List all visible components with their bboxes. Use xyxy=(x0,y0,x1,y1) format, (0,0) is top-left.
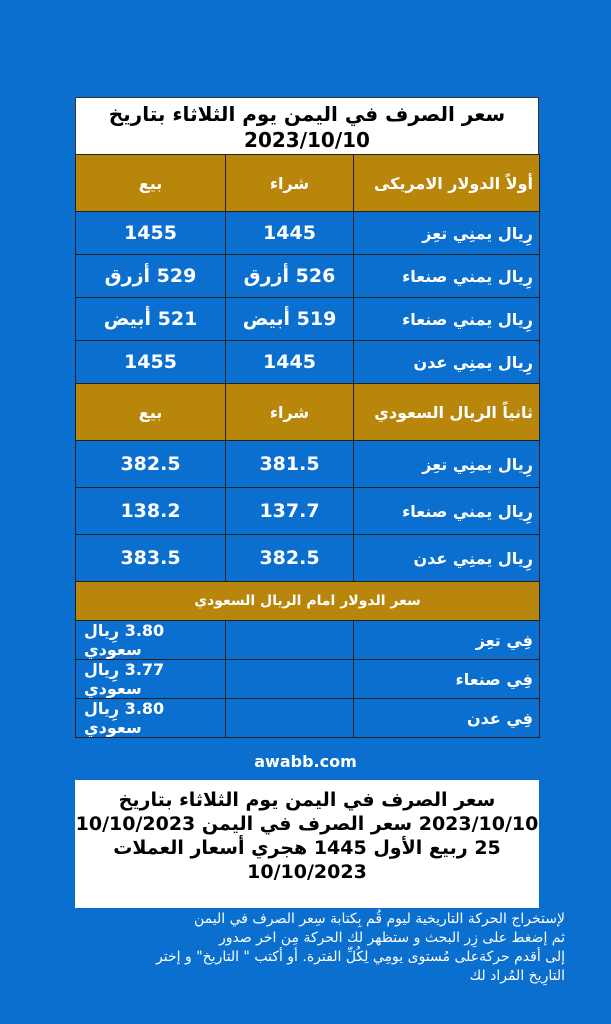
page-title xyxy=(75,97,539,155)
buy-value: 381.5 xyxy=(226,441,354,488)
sell-value: 1455 xyxy=(76,212,226,255)
sell-value: 521 أبيض xyxy=(76,298,226,341)
ratio-city: فِي تعِز xyxy=(354,621,540,660)
rates-table xyxy=(75,154,540,738)
bottom-line-2: 2023/10/10 سعر الصرف في اليمن 10/10/2023 xyxy=(75,813,539,835)
row-label: رِيال يمنِي تعِز xyxy=(354,441,540,488)
buy-value: 519 أبيض xyxy=(226,298,354,341)
table-row xyxy=(76,212,540,255)
note-line-1: لإستخراج الحركة التاريخية ليوم قُم بِكتابة سِعر الصرف في اليمن xyxy=(194,911,565,927)
bottom-line-3: 25 ربيع الأول 1445 هجري أسعار العملات xyxy=(113,837,501,859)
sar-header-label: ثانياً الريال السعودي xyxy=(354,384,540,441)
row-label: رِيال يمني صنعاء xyxy=(354,255,540,298)
buy-value: 382.5 xyxy=(226,535,354,582)
table-row xyxy=(76,488,540,535)
table-row xyxy=(76,255,540,298)
sell-value: 382.5 xyxy=(76,441,226,488)
title-date: 2023/10/10 xyxy=(244,128,370,152)
title-line-1: سعر الصرف في اليمن يوم الثلاثاء بتاريخ xyxy=(108,102,506,126)
sar-sell-header: بيع xyxy=(76,384,226,441)
note-line-3: إلى أقدم حركةعلى مُستوى يومِي لِكُلِّ الفترة. أو أكتب " التاريخ" و إختر xyxy=(156,949,565,965)
buy-value: 1445 xyxy=(226,341,354,384)
ratio-value: 3.80 رِيال سعودي xyxy=(76,699,226,738)
empty-cell xyxy=(226,660,354,699)
ratio-value: 3.80 رِيال سعودي xyxy=(76,621,226,660)
instructions-note xyxy=(40,910,565,986)
table-row xyxy=(76,341,540,384)
sell-value: 383.5 xyxy=(76,535,226,582)
buy-value: 137.7 xyxy=(226,488,354,535)
table-row xyxy=(76,660,540,699)
bottom-title-box xyxy=(75,780,539,908)
usd-buy-header: شراء xyxy=(226,155,354,212)
row-label: رِيال يمنِي عدن xyxy=(354,535,540,582)
row-label: رِيال يمني صنعاء xyxy=(354,298,540,341)
ratio-header-row xyxy=(76,582,540,621)
bottom-line-4: 10/10/2023 xyxy=(247,861,367,883)
row-label: رِيال يمنِي عدن xyxy=(354,341,540,384)
sell-value: 1455 xyxy=(76,341,226,384)
sar-buy-header: شراء xyxy=(226,384,354,441)
row-label: رِيال يمنِي تعِز xyxy=(354,212,540,255)
note-line-2: ثم إضغط على زِر البحث و ستظهر لك الحركة مِن اخر صدور xyxy=(218,930,565,946)
usd-sell-header: بيع xyxy=(76,155,226,212)
ratio-city: فِي عدن xyxy=(354,699,540,738)
buy-value: 526 أزرق xyxy=(226,255,354,298)
usd-header-row xyxy=(76,155,540,212)
empty-cell xyxy=(226,699,354,738)
buy-value: 1445 xyxy=(226,212,354,255)
ratio-city: فِي صنعاء xyxy=(354,660,540,699)
sell-value: 529 أزرق xyxy=(76,255,226,298)
sell-value: 138.2 xyxy=(76,488,226,535)
ratio-header: سعر الدولار امام الريال السعودي xyxy=(76,582,540,621)
site-link[interactable]: awabb.com xyxy=(254,752,357,771)
table-row xyxy=(76,699,540,738)
table-row xyxy=(76,535,540,582)
empty-cell xyxy=(226,621,354,660)
usd-header-label: أولاً الدولار الامريكى xyxy=(354,155,540,212)
note-line-4: التارِيخ المُراد لك xyxy=(469,968,565,984)
table-row xyxy=(76,298,540,341)
sar-header-row xyxy=(76,384,540,441)
row-label: رِيال يمني صنعاء xyxy=(354,488,540,535)
bottom-line-1: سعر الصرف في اليمن يوم الثلاثاء بتاريخ xyxy=(118,789,496,811)
ratio-value: 3.77 رِيال سعودي xyxy=(76,660,226,699)
table-row xyxy=(76,441,540,488)
table-row xyxy=(76,621,540,660)
